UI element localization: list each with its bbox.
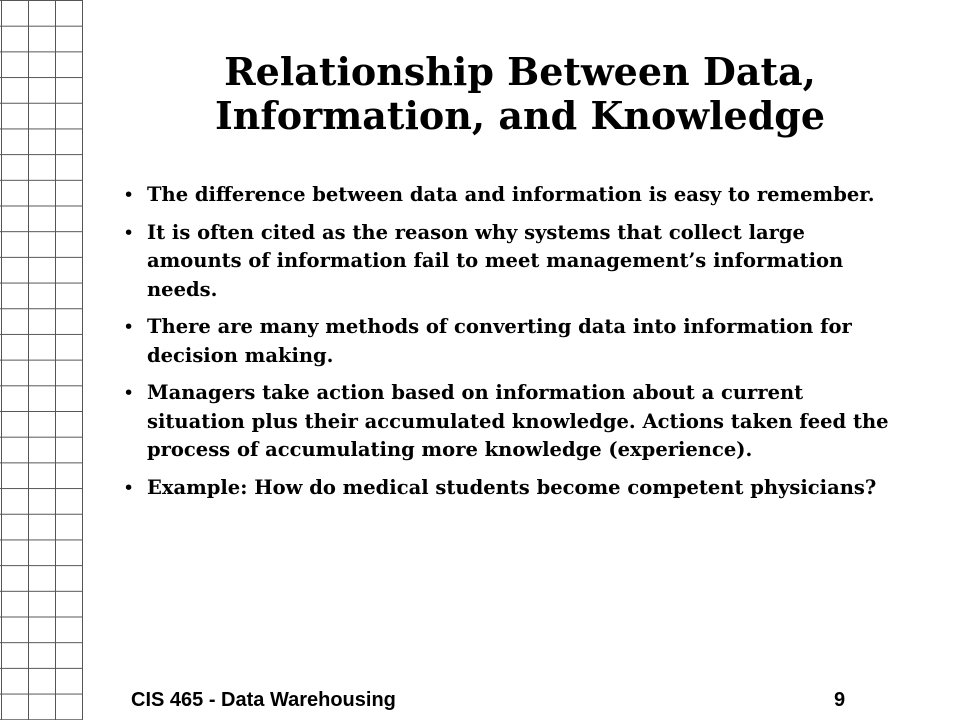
bullet-dot-icon: • (123, 476, 135, 499)
footer-course-title: CIS 465 - Data Warehousing (131, 689, 396, 711)
bullet-text: There are many methods of converting data into information for decision making. (147, 315, 852, 367)
bullet-item (120, 219, 900, 305)
bullet-dot-icon: • (123, 184, 135, 206)
slide-title: Relationship Between Data, Information, and Knowledge (214, 49, 826, 138)
bullet-text: The difference between data and information is easy to remember. (147, 183, 875, 206)
bullet-dot-icon: • (123, 221, 135, 244)
bullet-dot-icon: • (123, 382, 135, 404)
decorative-grid-strip (0, 0, 83, 720)
bullet-text: It is often cited as the reason why systems that collect large amounts of information fail to meet management’s information needs. (147, 220, 844, 301)
bullet-dot-icon: • (123, 316, 135, 338)
bullet-item (120, 474, 900, 503)
bullet-item (120, 313, 900, 370)
bullet-item (120, 181, 900, 210)
bullet-text: Managers take action based on information about a current situation plus their accumulated knowledge. Actions taken feed the process of accumulating more knowledge (experience). (147, 381, 889, 461)
footer-page-number: 9 (834, 689, 846, 711)
bullet-text: Example: How do medical students become competent physicians? (147, 475, 877, 499)
bullet-item (120, 379, 900, 465)
bullet-list (120, 181, 900, 511)
